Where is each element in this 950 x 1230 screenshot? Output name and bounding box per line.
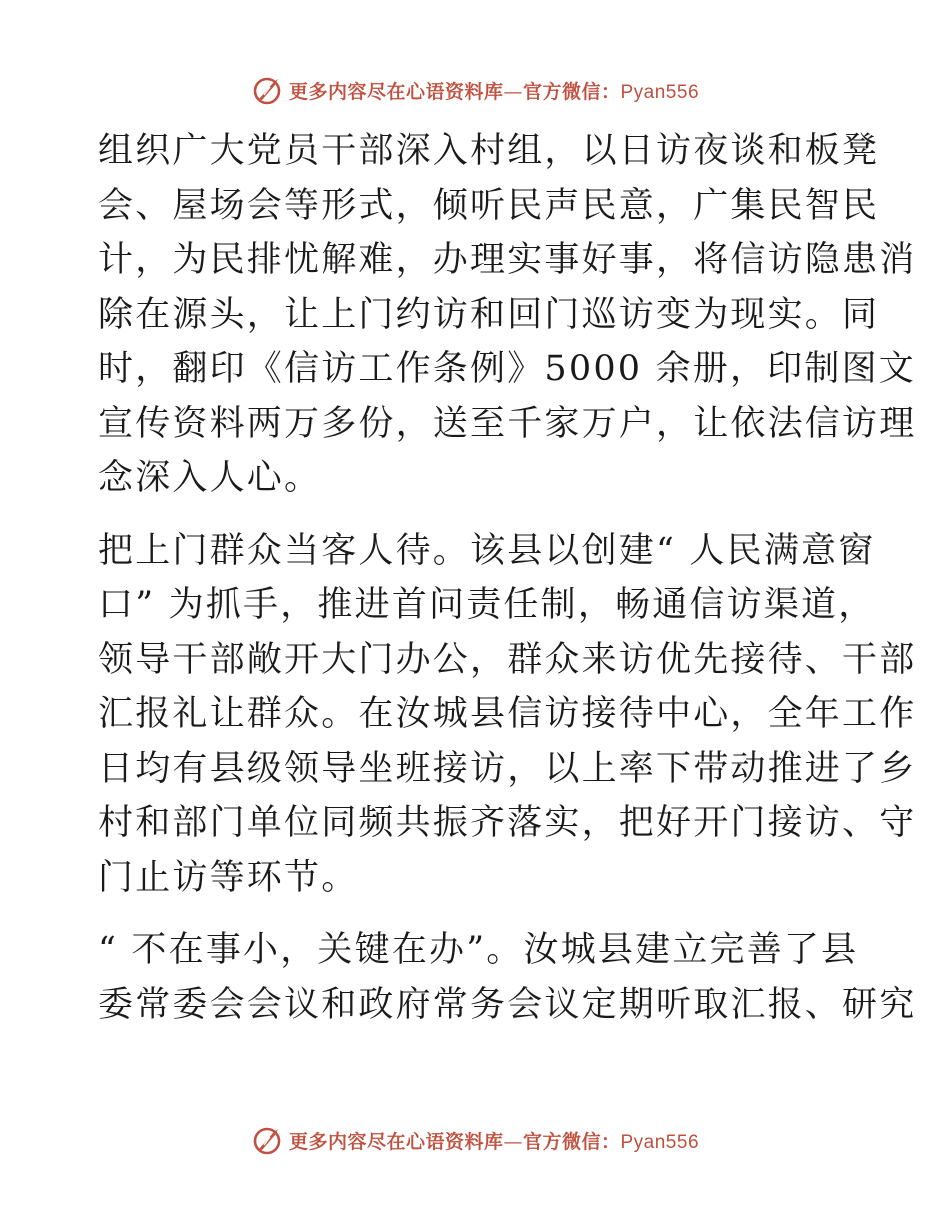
text-line: 日均有县级领导坐班接访，以上率下带动推进了乡 <box>98 748 917 789</box>
text-line: 时，翻印《信访工作条例》5000 余册，印制图文 <box>98 349 916 389</box>
text-line: 汇报礼让群众。在汝城县信访接待中心，全年工作 <box>98 694 917 734</box>
text-line: 委常委会会议和政府常务会议定期听取汇报、研究 <box>98 984 917 1025</box>
watermark-brand: 更多内容尽在心语资料库 <box>288 1130 504 1153</box>
document-body <box>98 124 917 1032</box>
pen-logo-icon <box>251 1123 285 1157</box>
watermark-wechat-id: Pyan556 <box>620 1131 700 1153</box>
text-line: 除在源头，让上门约访和回门巡访变为现实。同 <box>98 294 880 335</box>
paragraph-1 <box>98 124 917 506</box>
footer-watermark <box>0 1122 950 1158</box>
text-line: 门止访等环节。 <box>98 857 359 898</box>
watermark-brand: 更多内容尽在心语资料库 <box>288 80 504 103</box>
watermark-wechat-label: 官方微信： <box>522 80 621 103</box>
text-line: 会、屋场会等形式，倾听民声民意，广集民智民 <box>98 185 880 226</box>
watermark-dash: — <box>503 80 523 103</box>
paragraph-gap <box>98 506 858 524</box>
watermark-wechat-label: 官方微信： <box>522 1130 621 1153</box>
watermark-text <box>289 1127 699 1154</box>
text-line: 把上门群众当客人待。该县以创建“ 人民满意窗 <box>98 530 876 571</box>
text-line: 领导干部敞开大门办公，群众来访优先接待、干部 <box>98 639 917 680</box>
text-line: 念深入人心。 <box>98 458 322 498</box>
paragraph-2 <box>98 524 917 906</box>
paragraph-3 <box>98 923 917 1032</box>
text-line: 宣传资料两万多份，送至千家万户，让依法信访理 <box>98 403 917 444</box>
text-line: 村和部门单位同频共振齐落实，把好开门接访、守 <box>98 803 917 843</box>
watermark-text <box>289 77 699 104</box>
pen-logo-icon <box>251 73 285 107</box>
watermark-dash: — <box>503 1130 523 1153</box>
text-line: 组织广大党员干部深入村组，以日访夜谈和板凳 <box>98 131 880 171</box>
text-line: 计，为民排忧解难，办理实事好事，将信访隐患消 <box>98 240 917 280</box>
header-watermark <box>0 72 950 108</box>
text-line: “ 不在事小，关键在办”。汝城县建立完善了县 <box>98 930 859 970</box>
paragraph-gap <box>98 905 858 923</box>
watermark-wechat-id: Pyan556 <box>620 81 700 103</box>
text-line: 口” 为抓手，推进首问责任制，畅通信访渠道， <box>98 585 876 625</box>
